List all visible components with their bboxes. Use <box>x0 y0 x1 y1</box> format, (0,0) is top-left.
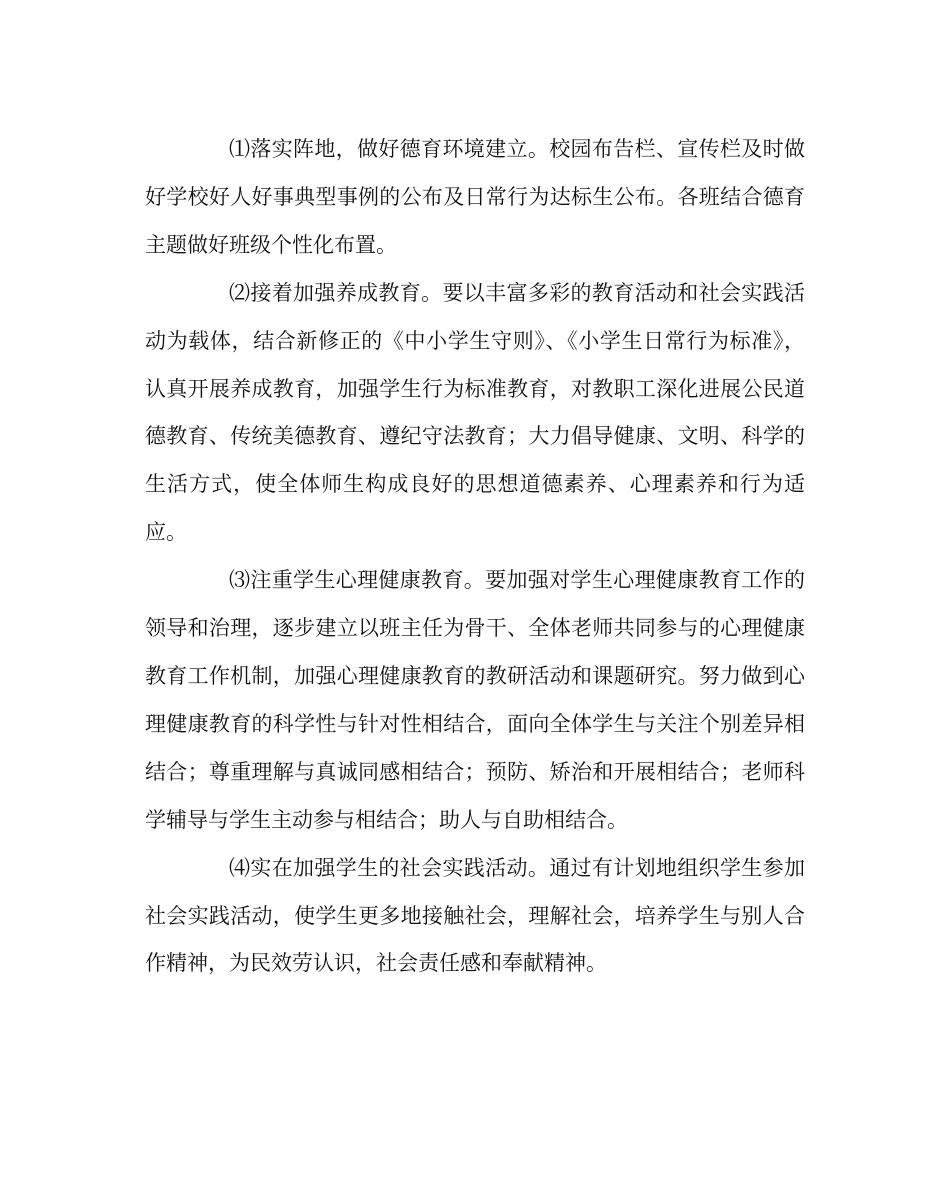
paragraph-1: ⑴落实阵地，做好德育环境建立。校园布告栏、宣传栏及时做好学校好人好事典型事例的公布及日常行为达标生公布。各班结合德育主题做好班级个性化布置。 <box>145 137 805 257</box>
paragraph-3: ⑶注重学生心理健康教育。要加强对学生心理健康教育工作的领导和治理，逐步建立以班主任为骨干、全体老师共同参与的心理健康教育工作机制，加强心理健康教育的教研活动和课题研究。努力做到心理健康教育的科学性与针对性相结合，面向全体学生与关注个别差异相结合；尊重理解与真诚同感相结合；预防、矫治和开展相结合；老师科学辅导与学生主动参与相结合；助人与自助相结合。 <box>145 568 805 832</box>
paragraph-4: ⑷实在加强学生的社会实践活动。通过有计划地组织学生参加社会实践活动，使学生更多地接触社会，理解社会，培养学生与别人合作精神，为民效劳认识，社会责任感和奉献精神。 <box>145 855 805 976</box>
paragraph-2: ⑵接着加强养成教育。要以丰富多彩的教育活动和社会实践活动为载体，结合新修正的《中小学生守则》、《小学生日常行为标准》，认真开展养成教育，加强学生行为标准教育，对教职工深化进展公民道德教育、传统美德教育、遵纪守法教育；大力倡导健康、文明、科学的生活方式，使全体师生构成良好的思想道德素养、心理素养和行为适应。 <box>145 280 805 545</box>
document-body <box>145 126 805 988</box>
